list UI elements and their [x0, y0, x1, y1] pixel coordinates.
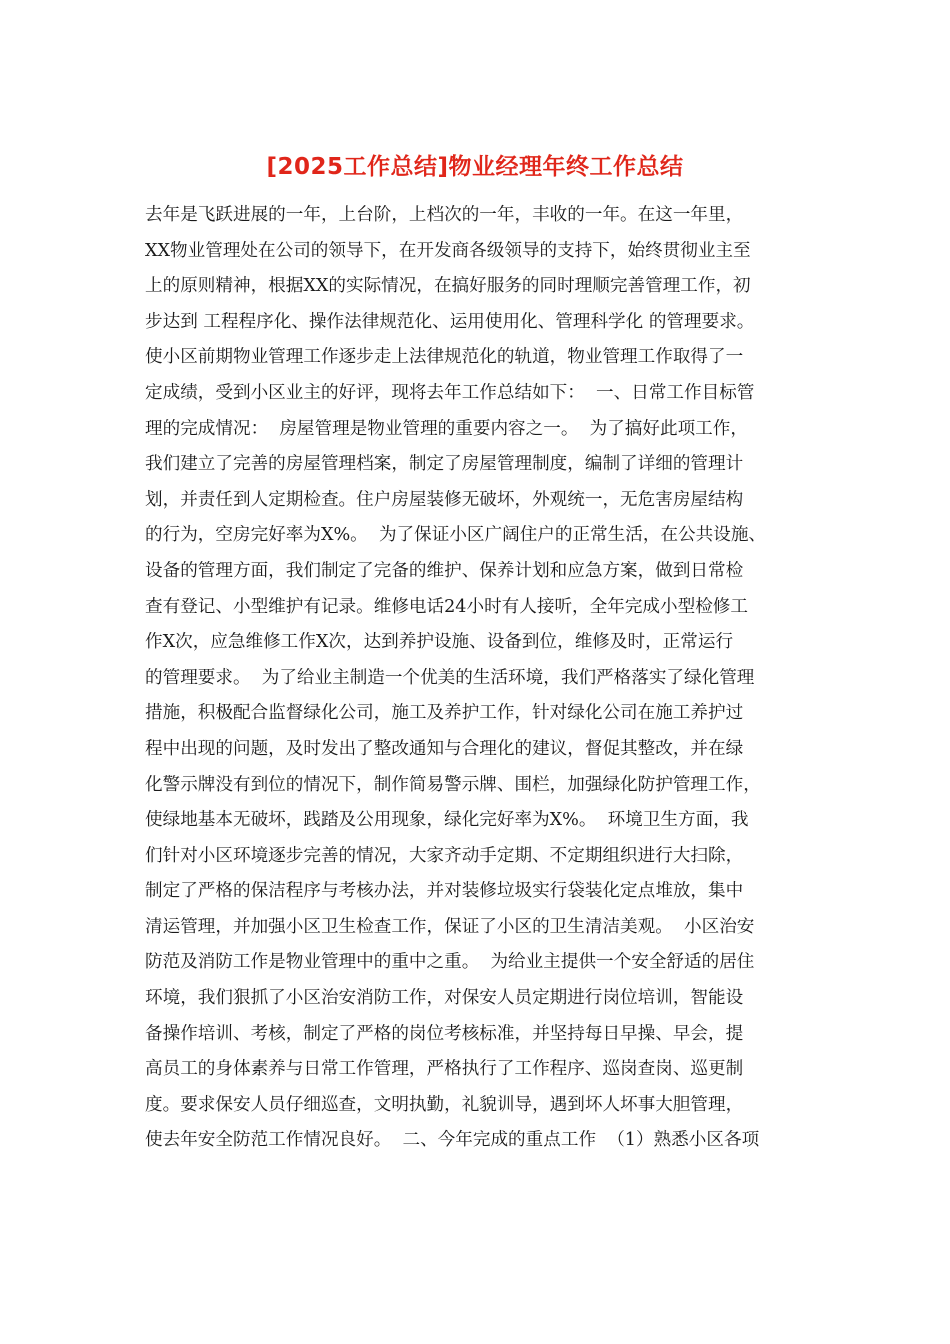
- body-line: 清运管理，并加强小区卫生检查工作，保证了小区的卫生清洁美观。 小区治安: [145, 916, 755, 937]
- body-line: 使去年安全防范工作情况良好。 二、今年完成的重点工作 （1）熟悉小区各项: [145, 1130, 760, 1151]
- body-line: 上的原则精神，根据XX的实际情况，在搞好服务的同时理顺完善管理工作，初: [145, 276, 751, 297]
- body-line: 措施，积极配合监督绿化公司，施工及养护工作，针对绿化公司在施工养护过: [145, 703, 744, 724]
- body-line: 理的完成情况： 房屋管理是物业管理的重要内容之一。 为了搞好此项工作，: [145, 418, 748, 439]
- body-line: 设备的管理方面，我们制定了完备的维护、保养计划和应急方案，做到日常检: [145, 560, 744, 581]
- body-line: 定成绩，受到小区业主的好评，现将去年工作总结如下： 一、日常工作目标管: [145, 382, 755, 403]
- body-line: 制定了严格的保洁程序与考核办法，并对装修垃圾实行袋装化定点堆放，集中: [145, 881, 744, 902]
- body-line: 高员工的身体素养与日常工作管理，严格执行了工作程序、巡岗查岗、巡更制: [145, 1059, 744, 1080]
- body-line: 步达到 工程程序化、操作法律规范化、运用使用化、管理科学化 的管理要求。: [145, 311, 755, 332]
- body-line: 的行为，空房完好率为X%。 为了保证小区广阔住户的正常生活，在公共设施、: [145, 525, 767, 546]
- body-line: 作X次，应急维修工作X次，达到养护设施、设备到位，维修及时，正常运行: [145, 632, 734, 653]
- body-line: 使小区前期物业管理工作逐步走上法律规范化的轨道，物业管理工作取得了一: [145, 347, 744, 368]
- body-line: 我们建立了完善的房屋管理档案，制定了房屋管理制度，编制了详细的管理计: [145, 454, 744, 475]
- body-line: 查有登记、小型维护有记录。维修电话24小时有人接听，全年完成小型检修工: [145, 596, 748, 617]
- body-line: XX物业管理处在公司的领导下，在开发商各级领导的支持下，始终贯彻业主至: [145, 240, 751, 261]
- body-line: 的管理要求。 为了给业主制造一个优美的生活环境，我们严格落实了绿化管理: [145, 667, 755, 688]
- body-line: 环境，我们狠抓了小区治安消防工作，对保安人员定期进行岗位培训，智能设: [145, 988, 744, 1009]
- body-line: 们针对小区环境逐步完善的情况，大家齐动手定期、不定期组织进行大扫除，: [145, 845, 744, 866]
- body-line: 去年是飞跃进展的一年，上台阶，上档次的一年，丰收的一年。在这一年里，: [145, 205, 744, 225]
- document-title: [2025工作总结]物业经理年终工作总结: [266, 154, 684, 180]
- body-line: 化警示牌没有到位的情况下，制作简易警示牌、围栏，加强绿化防护管理工作，: [145, 774, 761, 795]
- body-line: 划，并责任到人定期检查。住户房屋装修无破坏，外观统一，无危害房屋结构: [145, 489, 744, 510]
- document-body: [145, 198, 815, 1159]
- body-line: 备操作培训、考核，制定了严格的岗位考核标准，并坚持每日早操、早会，提: [145, 1023, 744, 1044]
- body-line: 使绿地基本无破坏，践踏及公用现象，绿化完好率为X%。 环境卫生方面，我: [145, 810, 749, 831]
- body-line: 防范及消防工作是物业管理中的重中之重。 为给业主提供一个安全舒适的居住: [145, 952, 755, 973]
- body-line: 度。要求保安人员仔细巡查，文明执勤，礼貌训导，遇到坏人坏事大胆管理，: [145, 1094, 744, 1115]
- body-line: 程中出现的问题，及时发出了整改通知与合理化的建议，督促其整改，并在绿: [145, 738, 744, 759]
